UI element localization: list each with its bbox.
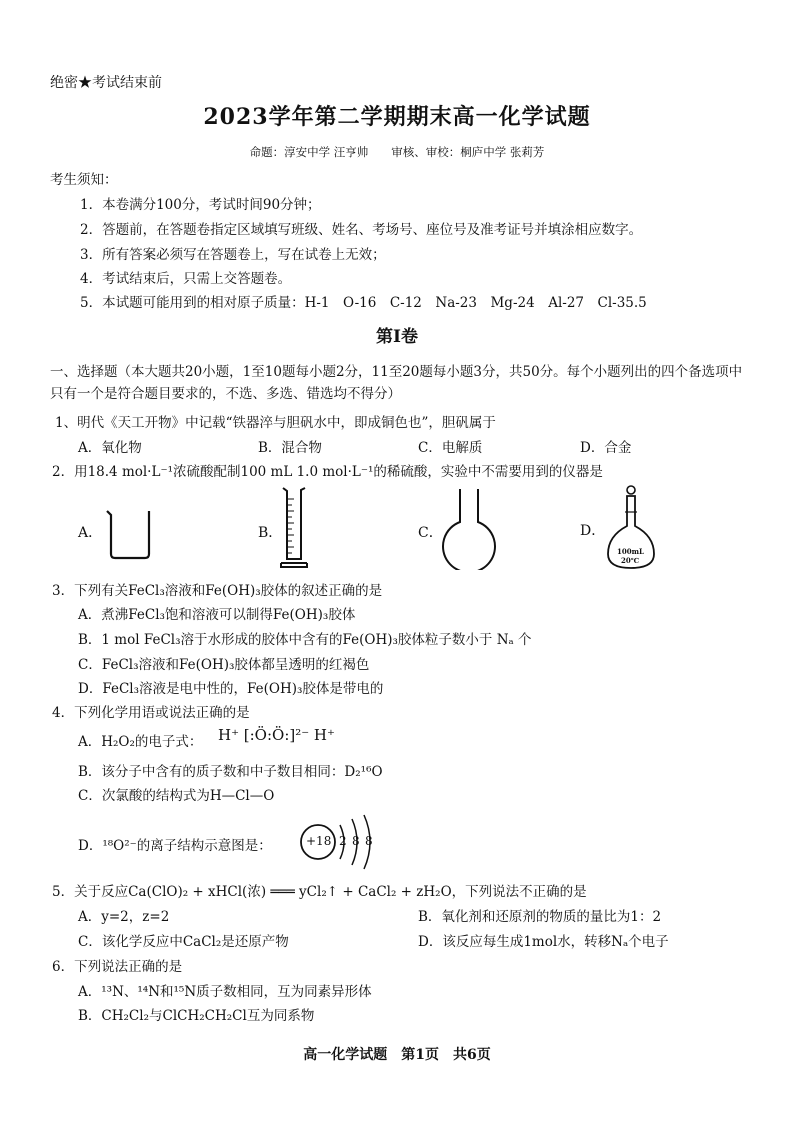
flask-volume-label: 100mL: [617, 547, 644, 556]
question-6-option-a: A．¹³N、¹⁴N和¹⁵N质子数相同，互为同素异形体: [78, 984, 372, 1000]
round-flask-icon: [438, 486, 500, 570]
notice-item: 3．所有答案必须写在答题卷上，写在试卷上无效；: [80, 247, 386, 263]
question-2-option-a: A．: [78, 525, 103, 541]
question-3-option-d: D．FeCl₃溶液是电中性的，Fe(OH)₃胶体是带电的: [78, 681, 384, 697]
notice-item: 4．考试结束后，只需上交答题卷。: [80, 271, 292, 287]
notice-item: 5．本试题可能用到的相对原子质量：H-1 O-16 C-12 Na-23 Mg-24 Al-27 Cl-35.5: [80, 295, 647, 311]
electron-shell-1: 2: [339, 834, 347, 848]
question-5-option-d: D．该反应每生成1mol水，转移Nₐ个电子: [418, 934, 669, 950]
nucleus-charge: +18: [306, 834, 332, 848]
question-5-option-a: A．y=2，z=2: [78, 909, 170, 925]
graduated-cylinder-icon: [278, 485, 310, 569]
question-2-stem: 2．用18.4 mol·L⁻¹浓硫酸配制100 mL 1.0 mol·L⁻¹的稀硫酸，实验中不需要用到的仪器是: [52, 464, 603, 480]
question-1-option-a: A．氧化物: [78, 440, 142, 456]
question-4-option-a: A．H₂O₂的电子式：: [78, 734, 203, 750]
question-1-option-b: B．混合物: [258, 440, 322, 456]
question-5-option-c: C．该化学反应中CaCl₂是还原产物: [78, 934, 289, 950]
question-6-option-b: B．CH₂Cl₂与ClCH₂CH₂Cl互为同系物: [78, 1008, 315, 1024]
notice-item: 2．答题前，在答题卷指定区域填写班级、姓名、考场号、座位号及准考证号并填涂相应数字。: [80, 222, 643, 238]
question-1-option-d: D．合金: [580, 440, 632, 456]
question-3-option-b: B．1 mol FeCl₃溶于水形成的胶体中含有的Fe(OH)₃胶体粒子数小于 Nₐ 个: [78, 632, 532, 648]
exam-title: 2023学年第二学期期末高一化学试题: [203, 104, 591, 130]
flask-temp-label: 20℃: [621, 556, 640, 565]
question-5-stem: 5．关于反应Ca(ClO)₂ + xHCl(浓) ═══ yCl₂↑ + CaCl₂ + zH₂O，下列说法不正确的是: [52, 884, 587, 900]
page-footer: 高一化学试题 第1页 共6页: [303, 1047, 491, 1063]
question-4-option-b: B．该分子中含有的质子数和中子数目相同：D₂¹⁶O: [78, 764, 383, 780]
question-1-stem: 1、明代《天工开物》中记载“铁器淬与胆矾水中，即成铜色也”，胆矾属于: [55, 415, 496, 431]
question-3-option-a: A．煮沸FeCl₃饱和溶液可以制得Fe(OH)₃胶体: [78, 607, 356, 623]
electron-shell-2: 8: [352, 834, 360, 848]
confidential-label: 绝密★考试结束前: [50, 75, 162, 91]
electron-shell-3: 8: [365, 834, 373, 848]
question-4-option-c: C．次氯酸的结构式为H—Cl—O: [78, 788, 275, 804]
section-instructions: 一、选择题（本大题共20小题，1至10题每小题2分，11至20题每小题3分，共50分。每个小题列出的四个备选项中只有一个是符合题目要求的，不选、多选、错选均不得分）: [50, 364, 743, 402]
question-2-option-b: B．: [258, 525, 283, 541]
question-2-option-d: D．: [580, 523, 606, 539]
notice-heading: 考生须知：: [50, 172, 118, 188]
beaker-icon: [104, 508, 156, 560]
question-3-option-c: C．FeCl₃溶液和Fe(OH)₃胶体都呈透明的红褐色: [78, 657, 370, 673]
notice-item: 1．本卷满分100分，考试时间90分钟；: [80, 197, 321, 213]
question-1-option-c: C．电解质: [418, 440, 483, 456]
exam-credits: 命题：淳安中学 汪亨帅 审核、审校：桐庐中学 张莉芳: [249, 145, 545, 159]
question-6-stem: 6．下列说法正确的是: [52, 959, 183, 975]
question-4-option-d: D．¹⁸O²⁻的离子结构示意图是：: [78, 838, 272, 854]
question-3-stem: 3．下列有关FeCl₃溶液和Fe(OH)₃胶体的叙述正确的是: [52, 583, 383, 599]
question-5-option-b: B．氧化剂和还原剂的物质的量比为1：2: [418, 909, 662, 925]
question-2-option-c: C．: [418, 525, 443, 541]
volume-heading: 第Ⅰ卷: [376, 327, 418, 347]
question-4-stem: 4．下列化学用语或说法正确的是: [52, 705, 250, 721]
electron-formula: H⁺ [:Ö:Ö:]²⁻ H⁺: [218, 726, 335, 744]
